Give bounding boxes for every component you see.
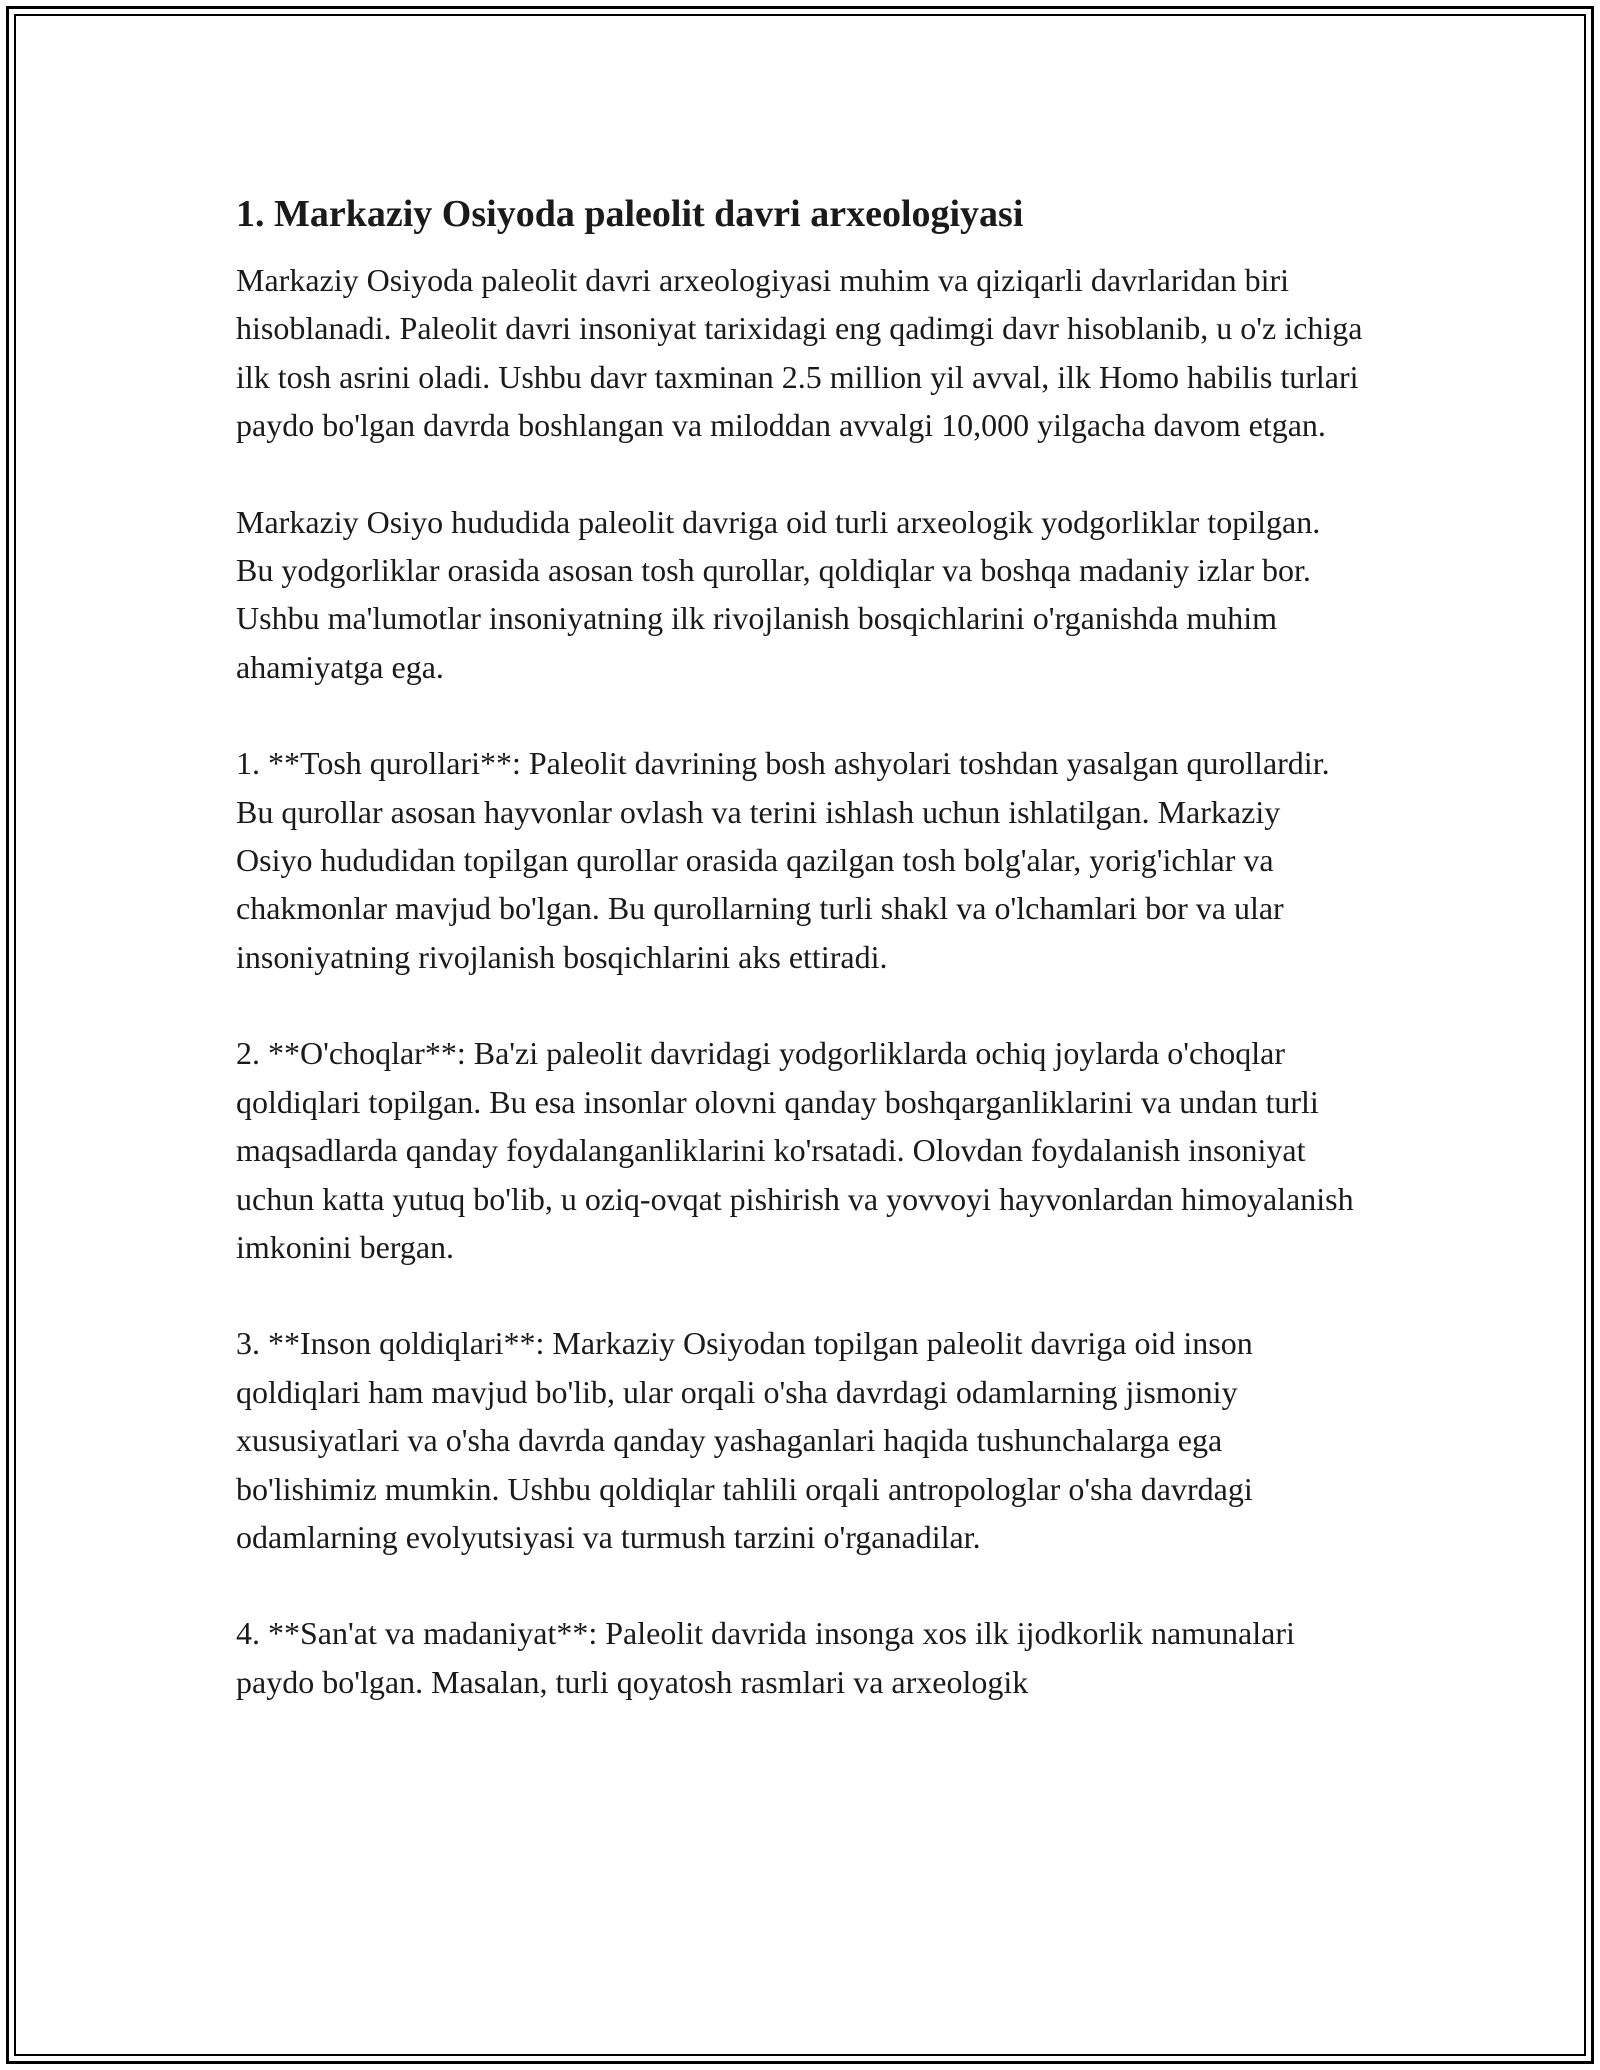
document-title: 1. Markaziy Osiyoda paleolit davri arxeologiyasi (236, 193, 1024, 235)
paragraph-human-remains: 3. **Inson qoldiqlari**: Markaziy Osiyodan topilgan paleolit davriga oid inson qoldiqlari ham mavjud bo'lib, ular orqali o'sha davrdagi odamlarning jismoniy xususiyatlari va o'sha davrda qanday yashaganlari haqida tushunchalarga ega bo'lishimiz mumkin. Ushbu qoldiqlar tahlili orqali antropologlar o'sha davrdagi odamlarning evolyutsiyasi va turmush tarzini o'rganadilar. (236, 1325, 1253, 1555)
paragraph-hearths: 2. **O'choqlar**: Ba'zi paleolit davridagi yodgorliklarda ochiq joylarda o'choqlar qoldiqlari topilgan. Bu esa insonlar olovni qanday boshqarganliklarini va undan turli maqsadlarda qanday foydalanganliklarini ko'rsatadi. Olovdan foydalanish insoniyat uchun katta yutuq bo'lib, u oziq-ovqat pishirish va yovvoyi hayvonlardan himoyalanish imkonini bergan. (236, 1035, 1354, 1265)
paragraph-intro: Markaziy Osiyoda paleolit davri arxeologiyasi muhim va qiziqarli davrlaridan biri hisoblanadi. Paleolit davri insoniyat tarixidagi eng qadimgi davr hisoblanib, u o'z ichiga ilk tosh asrini oladi. Ushbu davr taxminan 2.5 million yil avval, ilk Homo habilis turlari paydo bo'lgan davrda boshlangan va miloddan avvalgi 10,000 yilgacha davom etgan. (236, 262, 1363, 444)
document-body (236, 190, 1364, 1754)
paragraph-sites: Markaziy Osiyo hududida paleolit davriga oid turli arxeologik yodgorliklar topilgan. Bu yodgorliklar orasida asosan tosh qurollar, qoldiqlar va boshqa madaniy izlar bor. Ushbu ma'lumotlar insoniyatning ilk rivojlanish bosqichlarini o'rganishda muhim ahamiyatga ega. (236, 503, 1321, 685)
paragraph-art-culture: 4. **San'at va madaniyat**: Paleolit davrida insonga xos ilk ijodkorlik namunalari paydo bo'lgan. Masalan, turli qoyatosh rasmlari va arxeologik (236, 1615, 1295, 1700)
paragraph-stone-tools: 1. **Tosh qurollari**: Paleolit davrining bosh ashyolari toshdan yasalgan qurollardir. Bu qurollar asosan hayvonlar ovlash va terini ishlash uchun ishlatilgan. Markaziy Osiyo hududidan topilgan qurollar orasida qazilgan tosh bolg'alar, yorig'ichlar va chakmonlar mavjud bo'lgan. Bu qurollarning turli shakl va o'lchamlari bor va ular insoniyatning rivojlanish bosqichlarini aks ettiradi. (236, 745, 1330, 975)
